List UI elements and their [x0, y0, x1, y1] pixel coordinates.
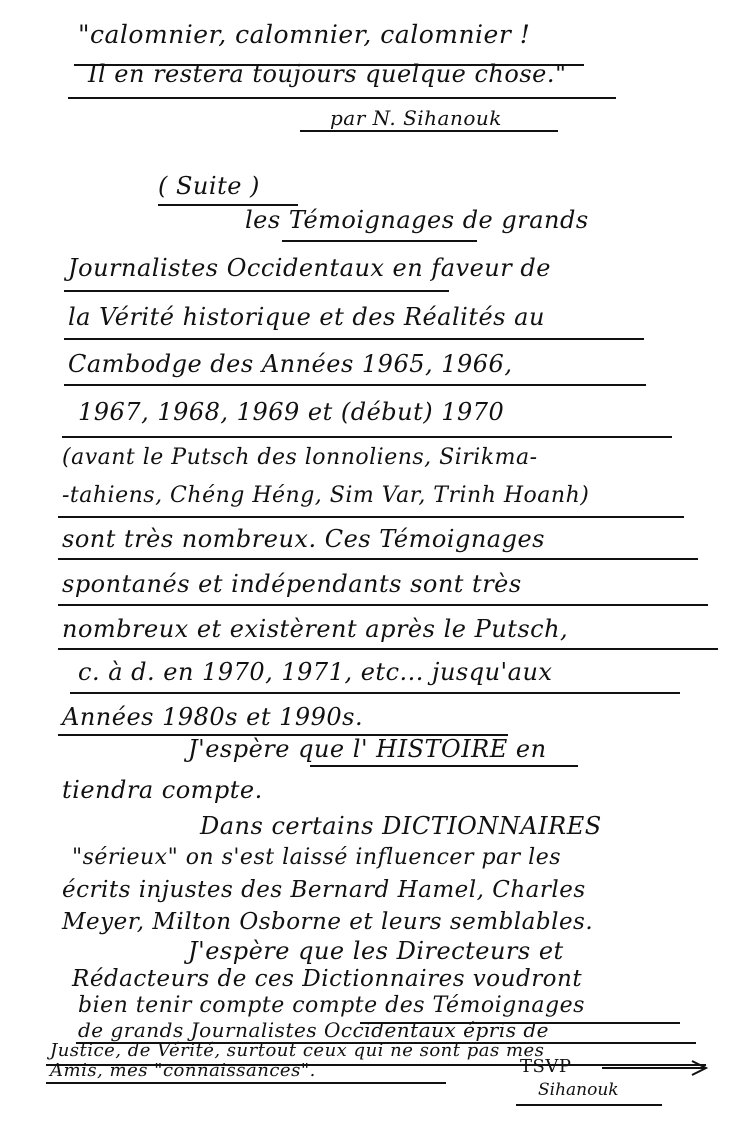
- body-line: sont très nombreux. Ces Témoignages: [62, 525, 545, 553]
- underline: [58, 516, 684, 518]
- underline: [62, 436, 672, 438]
- underline: [282, 240, 477, 242]
- body-line: J'espère que l' HISTOIRE en: [188, 735, 547, 763]
- quote-underline-2: [68, 97, 616, 99]
- underline: [360, 1022, 680, 1024]
- body-line: Journalistes Occidentaux en faveur de: [68, 254, 551, 282]
- signature-underline: [516, 1104, 662, 1106]
- body-line: c. à d. en 1970, 1971, etc... jusqu'aux: [78, 658, 553, 686]
- underline: [46, 1082, 446, 1084]
- attribution: par N. Sihanouk: [330, 106, 502, 130]
- body-line: 1967, 1968, 1969 et (début) 1970: [78, 398, 505, 426]
- tsvp-label: TSVP: [520, 1056, 572, 1077]
- body-line: J'espère que les Directeurs et: [188, 937, 564, 965]
- body-line: Dans certains DICTIONNAIRES: [200, 812, 602, 840]
- body-line: (avant le Putsch des lonnoliens, Sirikma-: [62, 445, 538, 470]
- underline: [76, 1042, 696, 1044]
- underline: [70, 692, 680, 694]
- quote-line-1: "calomnier, calomnier, calomnier !: [78, 20, 531, 49]
- attribution-underline: [300, 130, 558, 132]
- body-line: Cambodge des Années 1965, 1966,: [68, 350, 513, 378]
- underline: [58, 734, 508, 736]
- body-line: Rédacteurs de ces Dictionnaires voudront: [72, 966, 583, 992]
- body-line: tiendra compte.: [62, 776, 263, 804]
- body-line: Meyer, Milton Osborne et leurs semblables.: [62, 909, 594, 935]
- body-line: ( Suite ): [158, 172, 260, 200]
- body-line: Justice, de Vérité, surtout ceux qui ne sont pas mes: [50, 1040, 545, 1061]
- body-line: de grands Journalistes Occidentaux épris de: [78, 1018, 549, 1042]
- underline: [158, 204, 298, 206]
- underline: [310, 765, 578, 767]
- signature: Sihanouk: [538, 1080, 619, 1100]
- underline: [58, 604, 708, 606]
- body-line: "sérieux" on s'est laissé influencer par les: [72, 845, 562, 870]
- underline: [64, 290, 449, 292]
- body-line: la Vérité historique et des Réalités au: [68, 303, 545, 331]
- body-line: bien tenir compte compte des Témoignages: [78, 993, 585, 1018]
- body-line: écrits injustes des Bernard Hamel, Charles: [62, 877, 586, 903]
- body-line: nombreux et existèrent après le Putsch,: [62, 615, 569, 643]
- underline: [58, 648, 718, 650]
- underline: [64, 384, 646, 386]
- underline: [64, 338, 644, 340]
- arrow-right-icon: [600, 1058, 710, 1078]
- body-line: -tahiens, Chéng Héng, Sim Var, Trinh Hoanh): [62, 483, 590, 508]
- body-line: les Témoignages de grands: [245, 206, 589, 234]
- body-line: Amis, mes "connaissances".: [50, 1060, 316, 1081]
- body-line: spontanés et indépendants sont très: [62, 570, 522, 598]
- underline: [58, 558, 698, 560]
- body-line: Années 1980s et 1990s.: [62, 703, 364, 731]
- quote-line-2: Il en restera toujours quelque chose.": [88, 60, 567, 88]
